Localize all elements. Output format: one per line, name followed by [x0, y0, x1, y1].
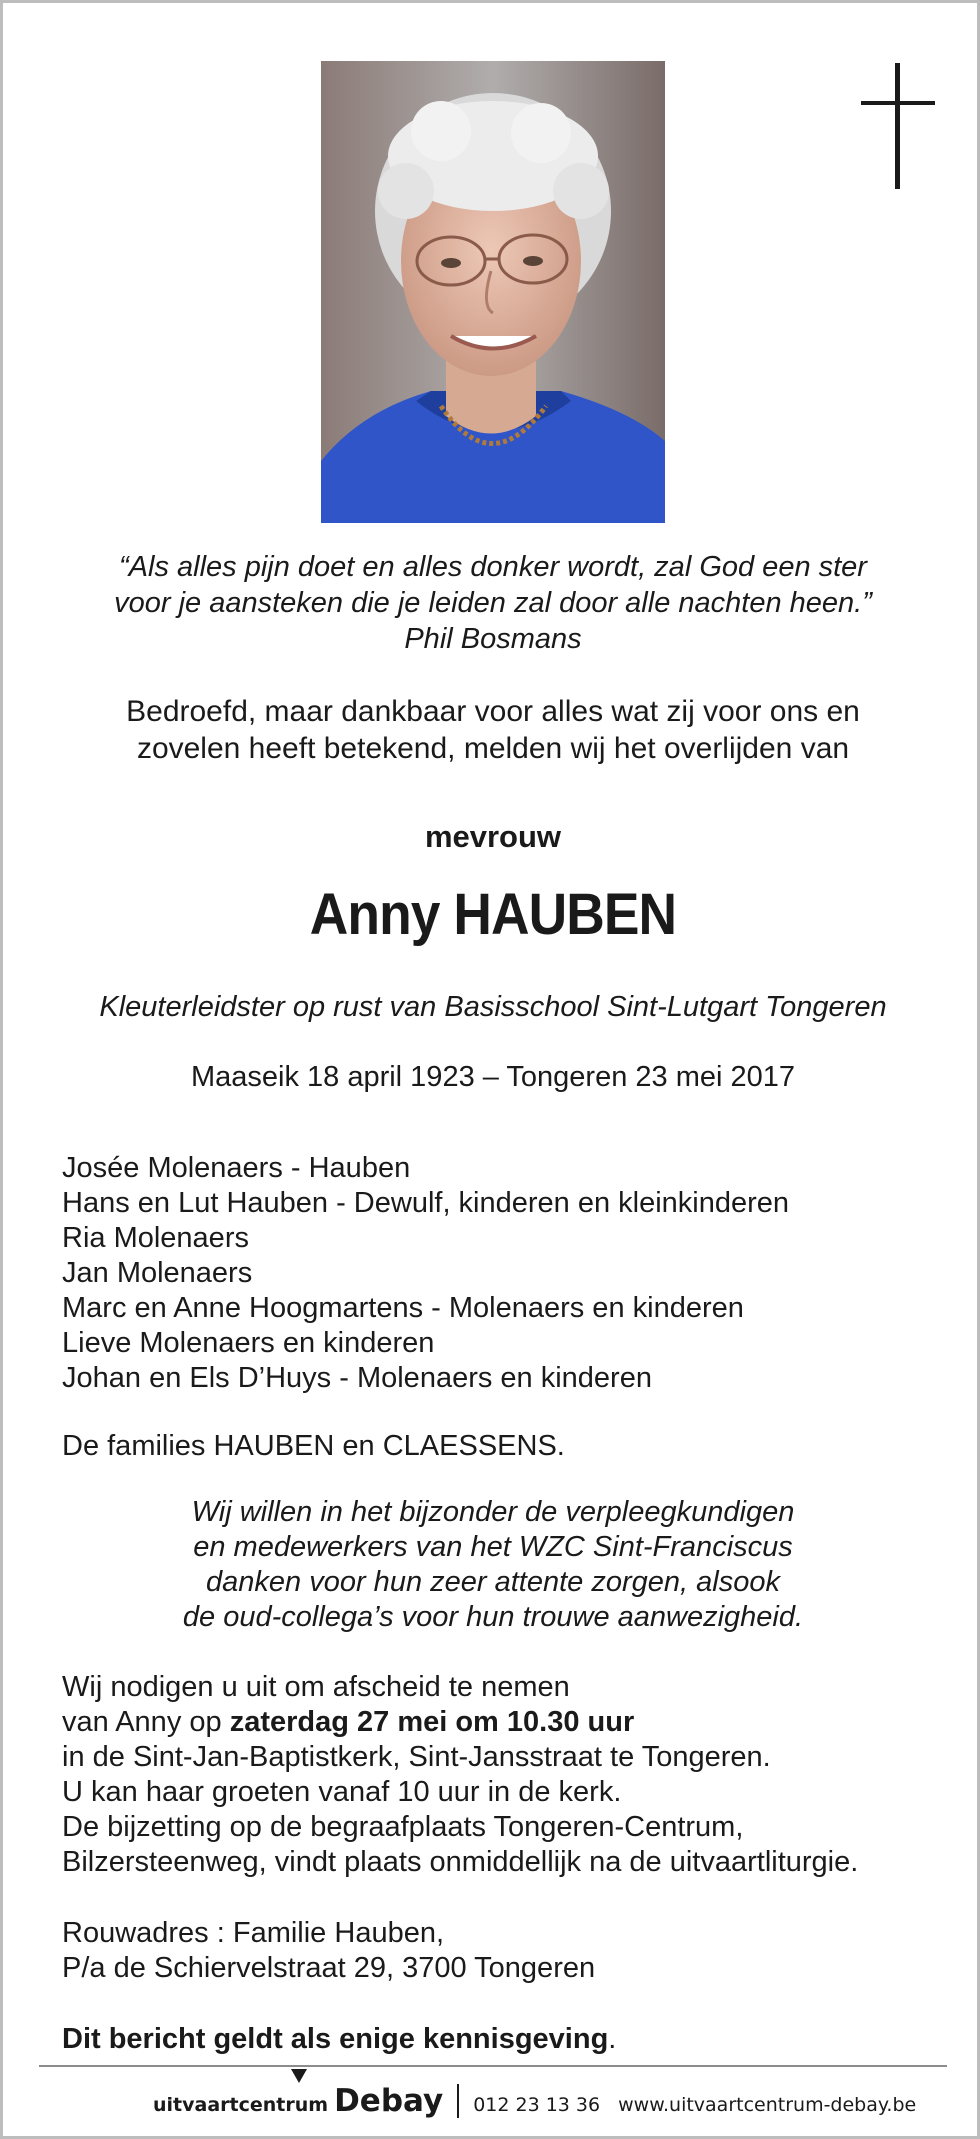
families-line: De families HAUBEN en CLAESSENS.	[62, 1430, 565, 1462]
invitation-line-5: De bijzetting op de begraafplaats Tongeren-Centrum,	[62, 1811, 744, 1843]
thanks-block	[3, 1495, 980, 1635]
thanks-line-2: en medewerkers van het WZC Sint-Franciscus	[193, 1531, 793, 1563]
website-link[interactable]: www.uitvaartcentrum-debay.be	[618, 2094, 917, 2116]
relative-item: Ria Molenaers	[62, 1222, 249, 1254]
deceased-name: Anny HAUBEN	[309, 882, 677, 947]
relatives-list	[62, 1151, 942, 1396]
mourning-address	[62, 1916, 942, 1986]
address-line-1: Rouwadres : Familie Hauben,	[62, 1917, 445, 1949]
quote-block	[3, 549, 980, 657]
brand-prefix: uitvaartcentrum	[153, 2094, 329, 2116]
footer-divider	[39, 2065, 947, 2067]
thanks-line-4: de oud-collega’s voor hun trouwe aanwezigheid.	[182, 1601, 804, 1633]
relative-item: Marc en Anne Hoogmartens - Molenaers en kinderen	[62, 1292, 744, 1324]
invitation-block	[62, 1670, 942, 1880]
intro-line-2: zovelen heeft betekend, melden wij het overlijden van	[136, 732, 850, 765]
footer	[153, 2083, 916, 2119]
invitation-line-2-text: van Anny op	[62, 1706, 230, 1738]
relative-item: Johan en Els D’Huys - Molenaers en kinderen	[62, 1362, 652, 1394]
intro-line-1: Bedroefd, maar dankbaar voor alles wat zij voor ons en	[126, 695, 860, 728]
relative-item: Lieve Molenaers en kinderen	[62, 1327, 435, 1359]
brand-name: Debay	[334, 2083, 444, 2119]
notice-line	[62, 2023, 616, 2056]
quote-line-2: voor je aansteken die je leiden zal door alle nachten heen.”	[114, 587, 872, 619]
invitation-line-4: U kan haar groeten vanaf 10 uur in de kerk.	[62, 1776, 622, 1808]
relative-item: Josée Molenaers - Hauben	[62, 1152, 411, 1184]
notice-text: Dit bericht geldt als enige kennisgeving	[62, 2023, 609, 2055]
honorific: mevrouw	[424, 819, 562, 854]
portrait-illustration	[321, 61, 665, 523]
notice-period: .	[608, 2023, 617, 2055]
intro-text	[3, 693, 980, 767]
quote-author: Phil Bosmans	[404, 623, 582, 655]
ceremony-datetime: zaterdag 27 mei om 10.30 uur	[229, 1706, 635, 1738]
occupation: Kleuterleidster op rust van Basisschool Sint-Lutgart Tongeren	[99, 991, 887, 1023]
thanks-line-1: Wij willen in het bijzonder de verpleegkundigen	[191, 1496, 795, 1528]
invitation-line-6: Bilzersteenweg, vindt plaats onmiddellijk na de uitvaartliturgie.	[62, 1846, 859, 1878]
quote-line-1: “Als alles pijn doet en alles donker wordt, zal God een ster	[119, 551, 867, 583]
footer-separator	[457, 2084, 459, 2118]
footer-arrow-icon	[291, 2069, 307, 2083]
address-line-2: P/a de Schiervelstraat 29, 3700 Tongeren	[62, 1952, 596, 1984]
phone-number: 012 23 13 36	[473, 2094, 601, 2116]
portrait-photo	[321, 61, 665, 523]
invitation-line-1: Wij nodigen u uit om afscheid te nemen	[62, 1671, 570, 1703]
relative-item: Jan Molenaers	[62, 1257, 253, 1289]
invitation-line-3: in de Sint-Jan-Baptistkerk, Sint-Jansstraat te Tongeren.	[62, 1741, 771, 1773]
cross-icon	[861, 63, 935, 189]
thanks-line-3: danken voor hun zeer attente zorgen, alsook	[206, 1566, 780, 1598]
life-dates: Maaseik 18 april 1923 – Tongeren 23 mei 2017	[190, 1061, 796, 1093]
invitation-line-2	[62, 1705, 942, 1740]
relative-item: Hans en Lut Hauben - Dewulf, kinderen en kleinkinderen	[62, 1187, 790, 1219]
